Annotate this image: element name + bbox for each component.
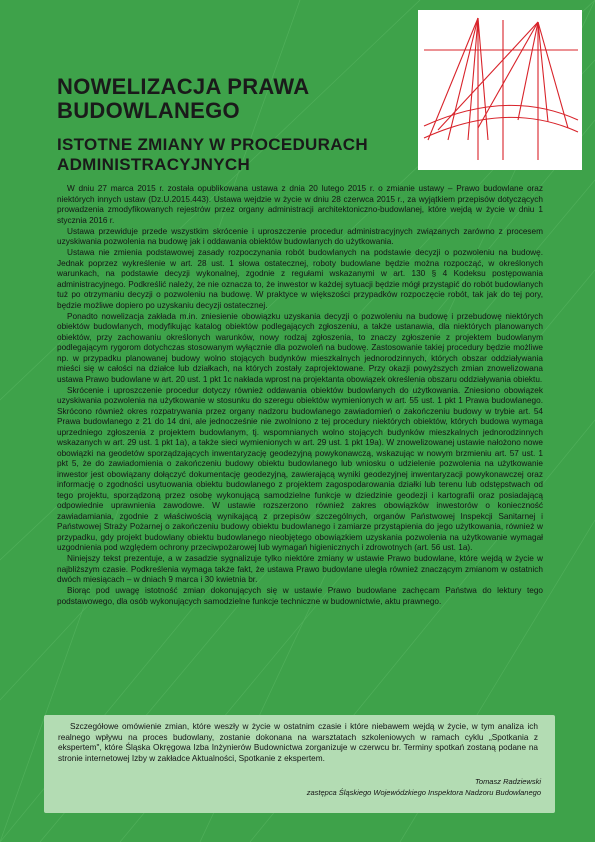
article-body — [57, 184, 543, 608]
paragraph: W dniu 27 marca 2015 r. została opublikowana ustawa z dnia 20 lutego 2015 r. o zmianie ustawy – Prawo budowlane oraz niektórych innych ustaw (Dz.U.2015.443). Ustawa wejdzie w życie w dniu 28 czerwca 2015 r., za wyjątkiem przepisów dotyczących prowadzenia zmodyfikowanych rejestrów przez organy administracji architektoniczno-budowlanej, które wejdą w życie w dniu 1 stycznia 2016 r. — [57, 184, 543, 225]
page-title: NOWELIZACJA PRAWA BUDOWLANEGO — [57, 74, 309, 123]
author-name: Tomasz Radziewski — [475, 777, 541, 786]
paragraph: Biorąc pod uwagę istotność zmian dokonujących się w ustawie Prawo budowlane zachęcam Państwa do lektury tego podstawowego, dla osób wykonujących samodzielne funkcje techniczne w budownictwie, aktu prawnego. — [57, 586, 543, 606]
page-subtitle: ISTOTNE ZMIANY W PROCEDURACH ADMINISTRACYJNYCH — [57, 135, 368, 174]
paragraph: Ustawa przewiduje przede wszystkim skrócenie i uproszczenie procedur administracyjnych związanych zarówno z procesem uzyskiwania pozwolenia na budowę jak i oddawania obiektów budowlanych do użytkowania. — [57, 226, 543, 246]
title-block — [57, 75, 397, 175]
paragraph: Skrócenie i uproszczenie procedur dotyczy również oddawania obiektów budowlanych do użytkowania. Zniesiono obowiązek uzyskiwania pozwolenia na użytkowanie w stosunku do szeregu obiektów wymienionych w art. 55 ust. 1 pkt 1 Prawa budowlanego. Skrócono również okres rozpatrywania przez organy nadzoru budowlanego zawiadomień o zakończeniu budowy w trybie art. 54 Prawa budowlanego z 21 do 14 dni, ale jednocześnie nie zwolniono z tej procedury niektórych obiektów, których budowa wymaga uprzedniego zgłoszenia z projektem budowlanym, tj. wspomnianych wolno stojących budynków mieszkalnych jednorodzinnych wskazanych w art. 29 ust. 1 pkt 1a), a także sieci wymienionych w art. 29 ust. 1 pkt 19a). W znowelizowanej ustawie nałożono nowe obowiązki na geodetów sporządzających inwentaryzację geodezyjną powykonawczą, wskazując w nowym brzmieniu art. 57 ust. 1 pkt 5, że do zawiadomienia o zakończeniu budowy obiektu budowlanego lub wniosku o udzielenie pozwolenia na użytkowanie inwestor jest obowiązany dołączyć dokumentację geodezyjną, zawierającą wyniki geodezyjnej inwentaryzacji powykonawczej oraz informację o zgodności usytuowania obiektu budowlanego z projektem zagospodarowania działki lub terenu lub odstępstwach od tego projektu, sporządzoną przez osobę wykonującą samodzielne funkcje w dziedzinie geodezji i kartografii oraz posiadającą odpowiednie uprawnienia zawodowe. W ustawie rozszerzono również zakres obowiązków inwestorów o konieczność zawiadamiania, zgodnie z właściwością wynikającą z przepisów szczególnych, organów Państwowej Inspekcji Sanitarnej i Państwowej Straży Pożarnej o zakończeniu budowy obiektu budowlanego i zamiarze przystąpienia do jego użytkowania, również w przypadku, gdy projekt budowlany obiektu budowlanego nieobjętego obowiązkiem uzyskania pozwolenia na użytkowanie wymagał uzgodnienia pod względem ochrony przeciwpożarowej lub wymagań higienicznych i zdrowotnych (art. 56 ust. 1a). — [57, 385, 543, 552]
paragraph: Ponadto nowelizacja zakłada m.in. zniesienie obowiązku uzyskania decyzji o pozwoleniu na budowę i przebudowę niektórych obiektów budowlanych, modyfikując katalog obiektów podlegających zgłoszeniu, a także ustanawia, dla niektórych planowanych obiektów, przy zachowaniu określonych warunków, nowy rodzaj zgłoszenia, to znaczy zgłoszenie z projektem budowlanym podlegającym rygorom dotychczas stosowanym wyłącznie dla pozwoleń na budowę. Zastosowanie takiej procedury będzie możliwe np. w przypadku planowanej budowy wolno stojących budynków mieszkalnych jednorodzinnych, których obszar oddziaływania mieści się w całości na działce lub działkach, na których zostały zaprojektowane. Przy okazji powyższych zmian znowelizowana ustawa Prawo budowlane w art. 20 ust. 1 pkt 1c nakłada wprost na projektanta obowiązek określenia obszaru oddziaływania obiektu. — [57, 311, 543, 384]
signature — [307, 776, 541, 798]
paragraph: Niniejszy tekst prezentuje, a w zasadzie sygnalizuje tylko niektóre zmiany w ustawie Prawo budowlane, które wejdą w życie w najbliższym czasie. Podkreślenia wymaga także fakt, że ustawa Prawo budowlane uległa również znaczącym zmianom w ostatnich dwóch miesiącach – w dniach 9 marca i 30 kwietnia br. — [57, 554, 543, 584]
paragraph: Ustawa nie zmienia podstawowej zasady rozpoczynania robót budowlanych na podstawie decyzji o pozwoleniu na budowę. Jednak poprzez wykreślenie w art. 28 ust. 1 słowa ostatecznej, roboty budowlane będzie można rozpocząć, w określonych warunkach, na podstawie decyzji wykonalnej, zgodnie z regułami wskazanymi w art. 130 § 4 Kodeksu postępowania administracyjnego. Podkreślić należy, że nie oznacza to, że inwestor w każdej sytuacji będzie mógł przystąpić do robót budowlanych tuż po otrzymaniu decyzji o pozwoleniu na budowę. W praktyce w większości przypadków rozpoczęcie robót, tak jak do tej pory, będzie możliwe dopiero po uzyskaniu decyzji ostatecznej. — [57, 248, 543, 310]
summary-panel — [44, 715, 555, 813]
summary-text: Szczegółowe omówienie zmian, które weszły w życie w ostatnim czasie i które niebawem wejdą w życie, w tym analiza ich realnego wpływu na proces budowlany, zostanie dokonana na warsztatach szkoleniowych w ramach cyklu „Spotkania z ekspertem", które Śląska Okręgowa Izba Inżynierów Budownictwa zorganizuje w czerwcu br. Terminy spotkań zostaną podane na stronie internetowej Izby w zakładce Aktualności, Spotkanie z ekspertem. — [58, 722, 538, 763]
author-role: zastępca Śląskiego Wojewódzkiego Inspektora Nadzoru Budowlanego — [306, 788, 541, 797]
bridge-logo-icon — [418, 10, 582, 170]
